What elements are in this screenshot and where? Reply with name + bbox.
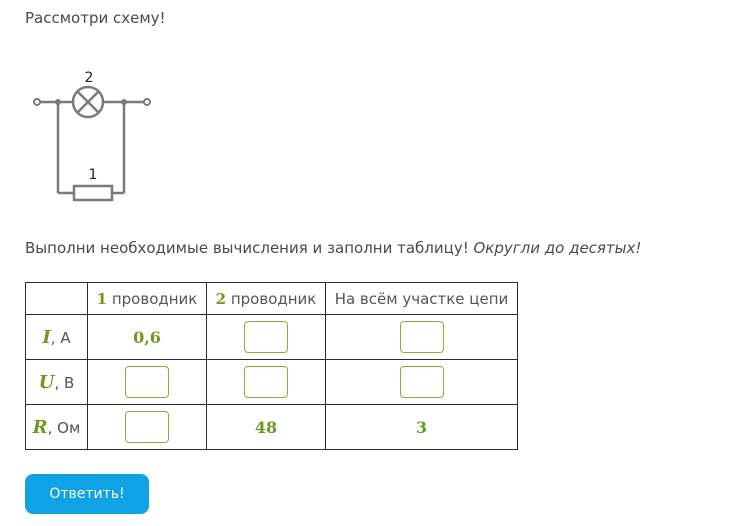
task-instruction: Выполни необходимые вычисления и заполни таблицу!	[25, 239, 474, 257]
resistance-conductor-2-cell	[207, 405, 326, 450]
voltage-unit: , В	[54, 373, 75, 392]
current-conductor-2-cell	[207, 315, 326, 360]
header-conductor-2-number: 2	[215, 289, 227, 308]
resistance-unit: , Ом	[47, 418, 81, 437]
voltage-total-cell	[326, 360, 518, 405]
table-header-row	[26, 283, 518, 315]
header-conductor-2-text: проводник	[226, 289, 317, 308]
row-label-resistance	[26, 405, 88, 450]
header-conductor-2	[207, 283, 326, 315]
junction-right	[121, 99, 127, 105]
task-text	[25, 239, 641, 257]
voltage-conductor-1-input[interactable]	[125, 366, 169, 398]
task-emphasis: Округли до десятых!	[473, 239, 642, 257]
table-row-resistance	[26, 405, 518, 450]
header-conductor-1-text: проводник	[107, 289, 198, 308]
current-conductor-1-value: 0,6	[133, 327, 161, 347]
resistor-label: 1	[88, 167, 98, 183]
resistance-conductor-1-input[interactable]	[125, 411, 169, 443]
terminal-left	[34, 99, 40, 105]
table-row-current	[26, 315, 518, 360]
current-total-input[interactable]	[400, 321, 444, 353]
voltage-symbol: U	[38, 371, 55, 393]
current-symbol: I	[42, 326, 51, 348]
resistance-total-cell	[326, 405, 518, 450]
resistance-conductor-2-value: 48	[254, 417, 278, 437]
junction-left	[55, 99, 61, 105]
current-conductor-1-cell	[88, 315, 207, 360]
resistance-symbol: R	[32, 416, 48, 438]
intro-text: Рассмотри схему!	[25, 9, 166, 27]
current-total-cell	[326, 315, 518, 360]
lamp-symbol	[73, 87, 103, 117]
header-conductor-1-number: 1	[96, 289, 108, 308]
voltage-conductor-1-cell	[88, 360, 207, 405]
current-conductor-2-input[interactable]	[244, 321, 288, 353]
current-unit: , А	[50, 328, 71, 347]
answer-table	[25, 282, 518, 450]
resistor-symbol	[74, 186, 112, 200]
header-whole-circuit: На всём участке цепи	[326, 283, 518, 315]
submit-button[interactable]: Ответить!	[25, 474, 149, 514]
terminal-right	[144, 99, 150, 105]
row-label-voltage	[26, 360, 88, 405]
circuit-diagram	[28, 66, 158, 206]
resistance-total-value: 3	[415, 417, 428, 437]
voltage-conductor-2-cell	[207, 360, 326, 405]
voltage-total-input[interactable]	[400, 366, 444, 398]
resistance-conductor-1-cell	[88, 405, 207, 450]
table-row-voltage	[26, 360, 518, 405]
voltage-conductor-2-input[interactable]	[244, 366, 288, 398]
lamp-label: 2	[84, 70, 94, 86]
header-empty-cell	[26, 283, 88, 315]
header-conductor-1	[88, 283, 207, 315]
row-label-current	[26, 315, 88, 360]
